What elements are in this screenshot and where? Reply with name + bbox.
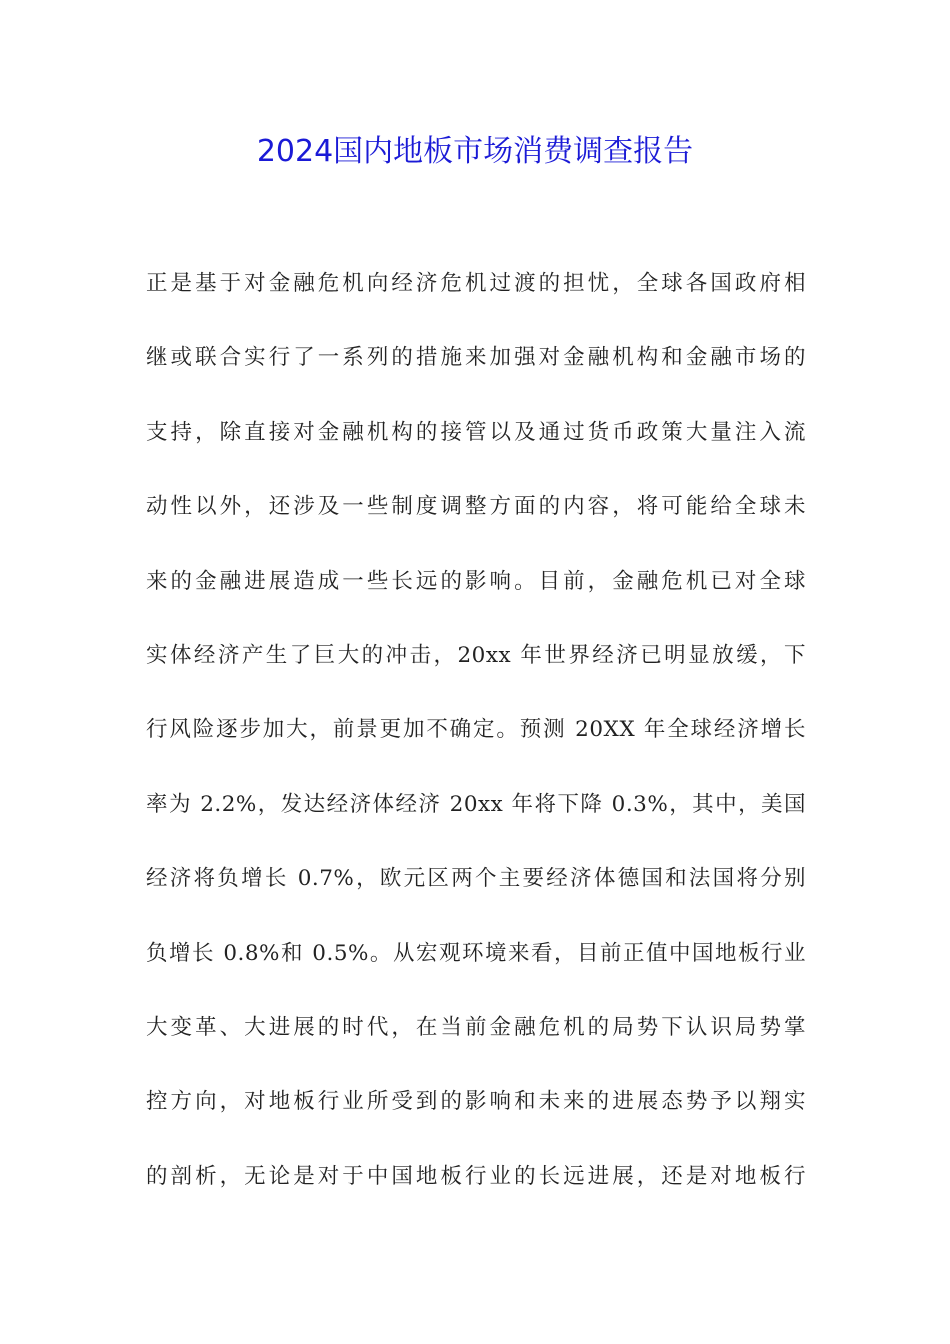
text-line: 继或联合实行了一系列的措施来加强对金融机构和金融市场的 xyxy=(146,345,806,371)
text-line: 实体经济产生了巨大的冲击，20xx 年世界经济已明显放缓，下 xyxy=(146,642,806,668)
document-title: 2024国内地板市场消费调查报告 xyxy=(256,134,694,169)
text-line: 行风险逐步加大，前景更加不确定。预测 20XX 年全球经济增长 xyxy=(146,717,806,743)
text-line: 来的金融进展造成一些长远的影响。目前，金融危机已对全球 xyxy=(146,568,806,594)
text-line: 正是基于对金融危机向经济危机过渡的担忧，全球各国政府相 xyxy=(146,271,806,296)
text-line: 控方向，对地板行业所受到的影响和未来的进展态势予以翔实 xyxy=(146,1089,806,1115)
text-line: 支持，除直接对金融机构的接管以及通过货币政策大量注入流 xyxy=(146,419,806,445)
text-line: 大变革、大进展的时代，在当前金融危机的局势下认识局势掌 xyxy=(146,1014,806,1040)
text-line: 经济将负增长 0.7%，欧元区两个主要经济体德国和法国将分别 xyxy=(146,866,806,892)
text-line: 负增长 0.8%和 0.5%。从宏观环境来看，目前正值中国地板行业 xyxy=(146,940,806,966)
text-line: 率为 2.2%，发达经济体经济 20xx 年将下降 0.3%，其中，美国 xyxy=(146,791,806,817)
text-line: 的剖析，无论是对于中国地板行业的长远进展，还是对地板行 xyxy=(146,1163,806,1189)
text-line: 动性以外，还涉及一些制度调整方面的内容，将可能给全球未 xyxy=(146,494,806,520)
body-paragraph xyxy=(146,262,806,1229)
